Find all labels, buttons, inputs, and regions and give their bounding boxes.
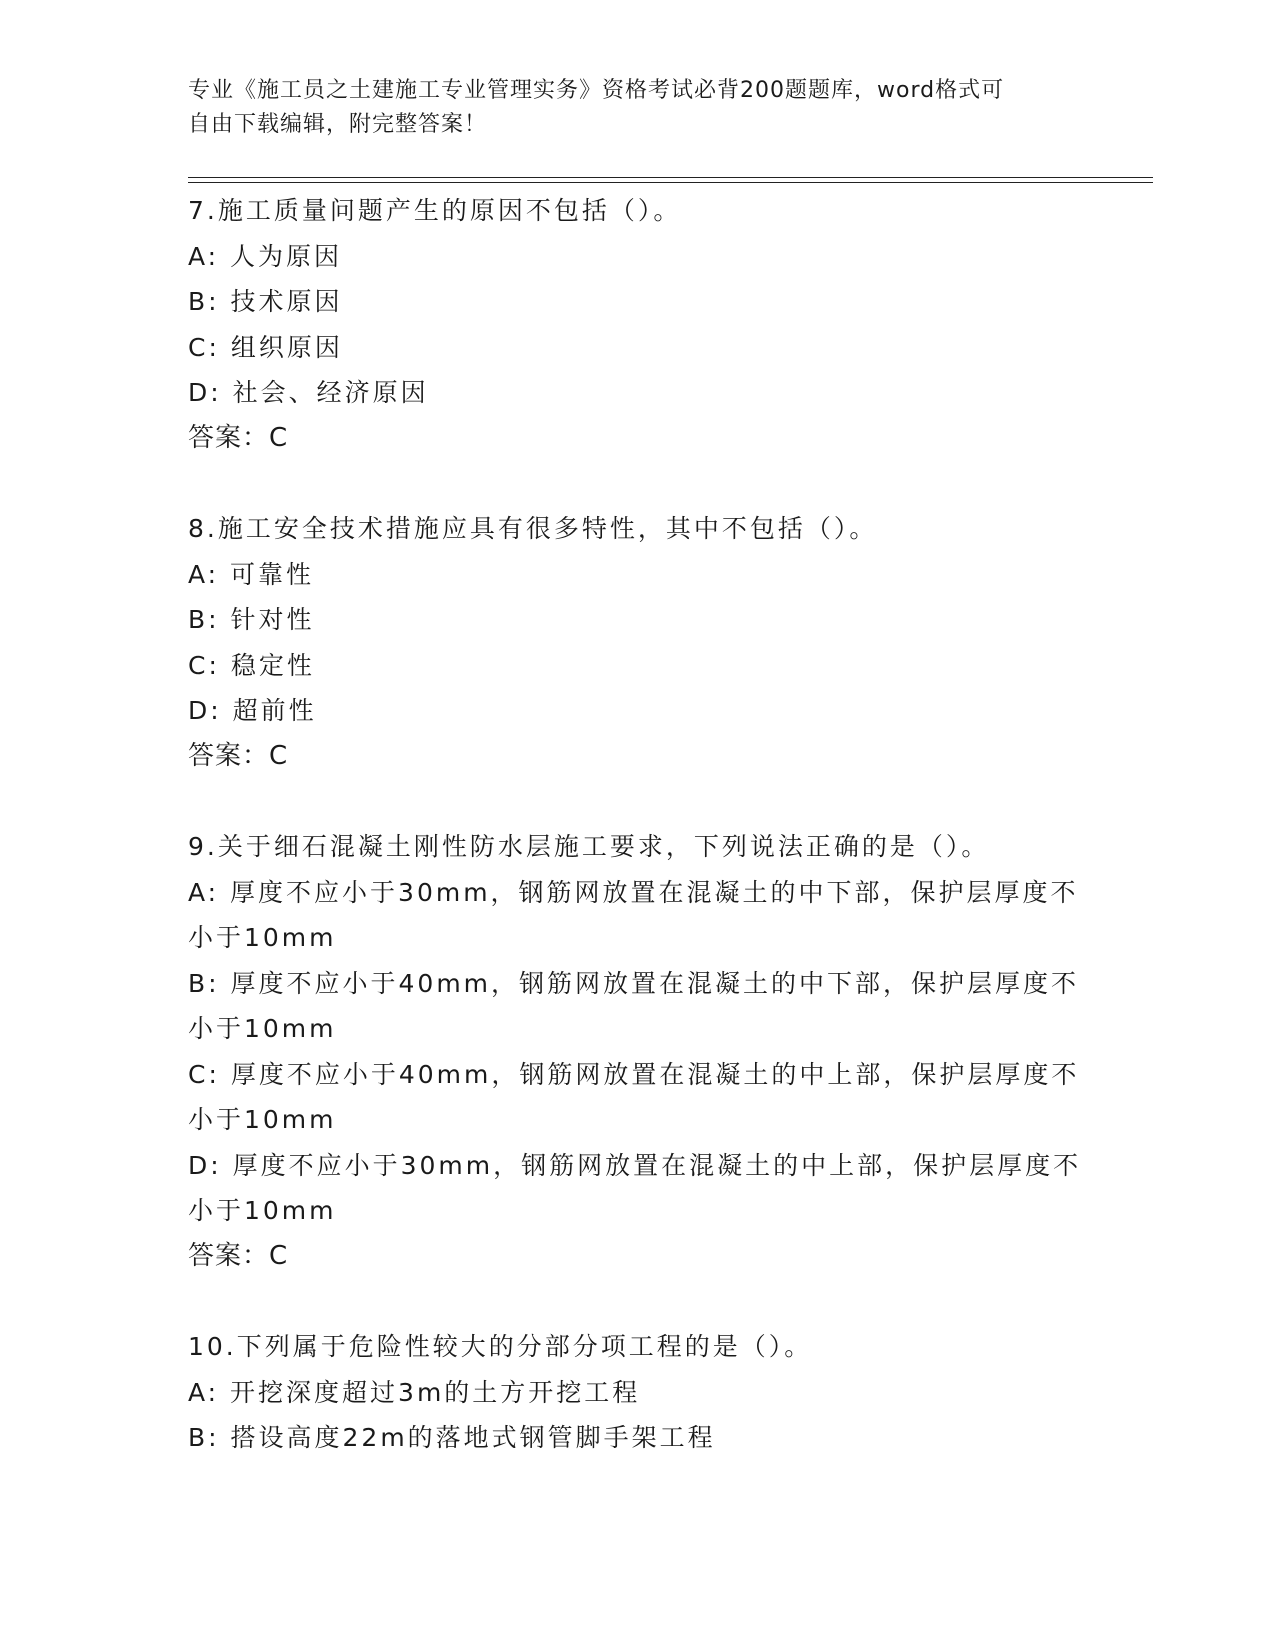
question-stem: 9.关于细石混凝土刚性防水层施工要求，下列说法正确的是（）。 bbox=[188, 832, 990, 861]
question-10 bbox=[188, 1324, 1088, 1461]
option-a: A: 可靠性 bbox=[188, 559, 315, 589]
question-stem: 8.施工安全技术措施应具有很多特性，其中不包括（）。 bbox=[188, 514, 878, 543]
question-stem: 7.施工质量问题产生的原因不包括（）。 bbox=[188, 196, 682, 225]
option-a: A: 人为原因 bbox=[188, 241, 343, 271]
question-stem: 10.下列属于危险性较大的分部分项工程的是（）。 bbox=[188, 1332, 813, 1361]
answer: 答案：C bbox=[188, 1240, 289, 1271]
option-a: A: 开挖深度超过3m的土方开挖工程 bbox=[188, 1377, 641, 1407]
option-b: B: 搭设高度22m的落地式钢管脚手架工程 bbox=[188, 1423, 716, 1452]
question-8 bbox=[188, 506, 1088, 779]
option-d: D: 厚度不应小于30mm，钢筋网放置在混凝土的中上部，保护层厚度不 bbox=[188, 1150, 1082, 1180]
option-d-continued: 小于10mm bbox=[188, 1196, 337, 1225]
option-b: B: 针对性 bbox=[188, 605, 315, 634]
answer: 答案：C bbox=[188, 740, 289, 771]
option-d: D: 社会、经济原因 bbox=[188, 378, 429, 407]
option-b: B: 技术原因 bbox=[188, 287, 343, 316]
option-c: C: 稳定性 bbox=[188, 650, 315, 680]
option-c: C: 组织原因 bbox=[188, 332, 343, 362]
option-b-continued: 小于10mm bbox=[188, 1014, 337, 1043]
question-list bbox=[188, 188, 1088, 1461]
header-line-1: 专业《施工员之土建施工专业管理实务》资格考试必背200题题库，word格式可 bbox=[188, 78, 1005, 103]
option-b: B: 厚度不应小于40mm，钢筋网放置在混凝土的中下部，保护层厚度不 bbox=[188, 968, 1080, 998]
answer: 答案：C bbox=[188, 422, 289, 453]
option-a-continued: 小于10mm bbox=[188, 923, 337, 952]
question-9 bbox=[188, 824, 1088, 1279]
question-gap bbox=[188, 461, 1088, 506]
option-a: A: 厚度不应小于30mm，钢筋网放置在混凝土的中下部，保护层厚度不 bbox=[188, 877, 1079, 907]
option-c: C: 厚度不应小于40mm，钢筋网放置在混凝土的中上部，保护层厚度不 bbox=[188, 1059, 1080, 1089]
question-gap bbox=[188, 1279, 1088, 1324]
question-7 bbox=[188, 188, 1088, 461]
document-header bbox=[188, 74, 1068, 142]
question-gap bbox=[188, 779, 1088, 824]
option-d: D: 超前性 bbox=[188, 696, 317, 725]
header-divider-bottom bbox=[188, 182, 1153, 183]
header-line-2: 自由下载编辑，附完整答案！ bbox=[188, 112, 488, 137]
option-c-continued: 小于10mm bbox=[188, 1105, 337, 1134]
header-divider-top bbox=[188, 177, 1153, 178]
